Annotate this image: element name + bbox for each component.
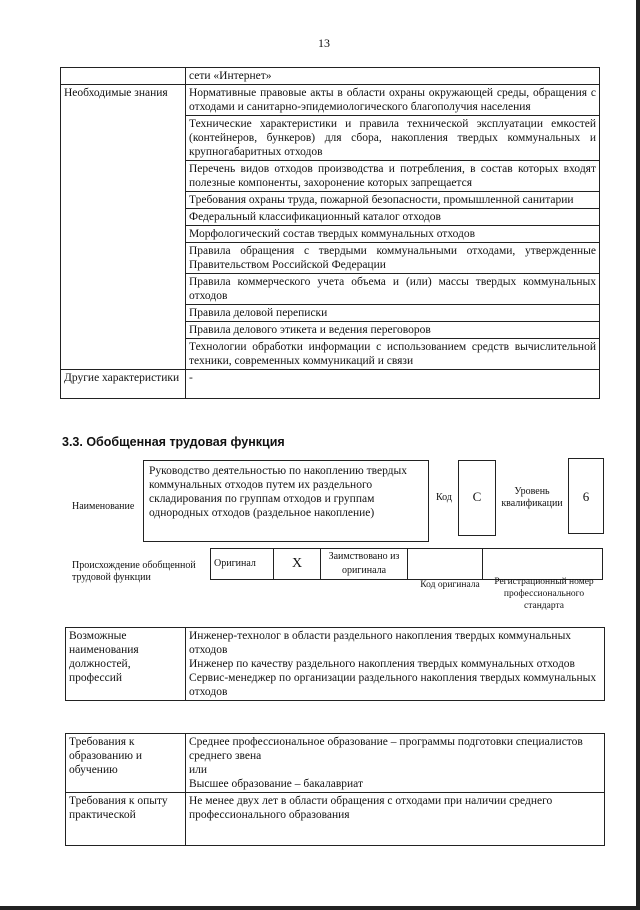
knowledge-item: Морфологический состав твердых коммунальных отходов	[186, 226, 600, 243]
knowledge-item: Федеральный классификационный каталог отходов	[186, 209, 600, 226]
page-number: 13	[318, 36, 330, 50]
positions-label: Возможные наименования должностей, профессий	[66, 628, 186, 701]
original-code-cell	[408, 549, 483, 580]
level-value: 6	[582, 489, 590, 504]
code-original-label: Код оригинала	[420, 580, 480, 590]
knowledge-item: Правила деловой переписки	[186, 305, 600, 322]
education-line: Высшее образование – бакалавриат	[189, 778, 363, 790]
code-box	[458, 460, 496, 536]
knowledge-item: Правила делового этикета и ведения переговоров	[186, 322, 600, 339]
function-name-value: Руководство деятельностью по накоплению твердых коммунальных отходов путем их раздельного складирования по группам отходов и группам однородных отходов (раздельное накопление)	[143, 460, 429, 542]
original-label: Оригинал	[211, 549, 274, 580]
borrowed-label: Заимствовано из оригинала	[321, 549, 408, 580]
experience-label: Требования к опыту практической	[66, 793, 186, 846]
education-table	[65, 733, 605, 846]
knowledge-item: Требования охраны труда, пожарной безопасности, промышленной санитарии	[186, 192, 600, 209]
experience-value: Не менее двух лет в области обращения с отходами при наличии среднего профессионального образования	[186, 793, 605, 846]
position-item: Инженер-технолог в области раздельного накопления твердых коммунальных отходов	[189, 630, 572, 656]
knowledge-item: Технические характеристики и правила технической эксплуатации емкостей (контейнеров, бункеров) для сбора, накопления твердых коммунальных и крупногабаритных отходов	[186, 116, 600, 161]
position-item: Инженер по качеству раздельного накопления твердых коммунальных отходов	[189, 658, 575, 670]
code-label: Код	[436, 492, 452, 503]
other-characteristics-value: -	[186, 370, 600, 399]
code-value: C	[472, 489, 482, 504]
other-characteristics-label: Другие характеристики	[61, 370, 186, 399]
reg-number-label: Регистрационный номер профессионального стандарта	[494, 577, 594, 611]
knowledge-item: Правила обращения с твердыми коммунальными отходами, утвержденные Правительством Российской Федерации	[186, 243, 600, 274]
name-label: Наименование	[72, 501, 135, 512]
origin-label: Происхождение обобщенной трудовой функции	[72, 560, 196, 583]
knowledge-table	[60, 67, 600, 399]
level-box	[568, 458, 604, 534]
knowledge-item: Нормативные правовые акты в области охраны окружающей среды, обращения с отходами и санитарно-эпидемиологического благополучия населения	[186, 85, 600, 116]
position-item: Сервис-менеджер по организации раздельного накопления твердых коммунальных отходов	[189, 672, 597, 698]
education-line: Среднее профессиональное образование – программы подготовки специалистов среднего звена	[189, 736, 583, 762]
education-label: Требования к образованию и обучению	[66, 734, 186, 793]
original-mark: X	[274, 549, 321, 580]
section-title: 3.3. Обобщенная трудовая функция	[62, 435, 285, 449]
knowledge-item: Правила коммерческого учета объема и (или) массы твердых коммунальных отходов	[186, 274, 600, 305]
knowledge-top-fragment: сети «Интернет»	[186, 68, 600, 85]
level-label: Уровень квалификации	[501, 486, 563, 509]
knowledge-item: Технологии обработки информации с использованием средств вычислительной техники, современных коммуникаций и связи	[186, 339, 600, 370]
knowledge-label: Необходимые знания	[61, 85, 186, 370]
positions-table	[65, 627, 605, 701]
education-line: или	[189, 764, 208, 776]
knowledge-item: Перечень видов отходов производства и потребления, в состав которых входят полезные компоненты, захоронение которых запрещается	[186, 161, 600, 192]
reg-number-cell	[483, 549, 603, 580]
